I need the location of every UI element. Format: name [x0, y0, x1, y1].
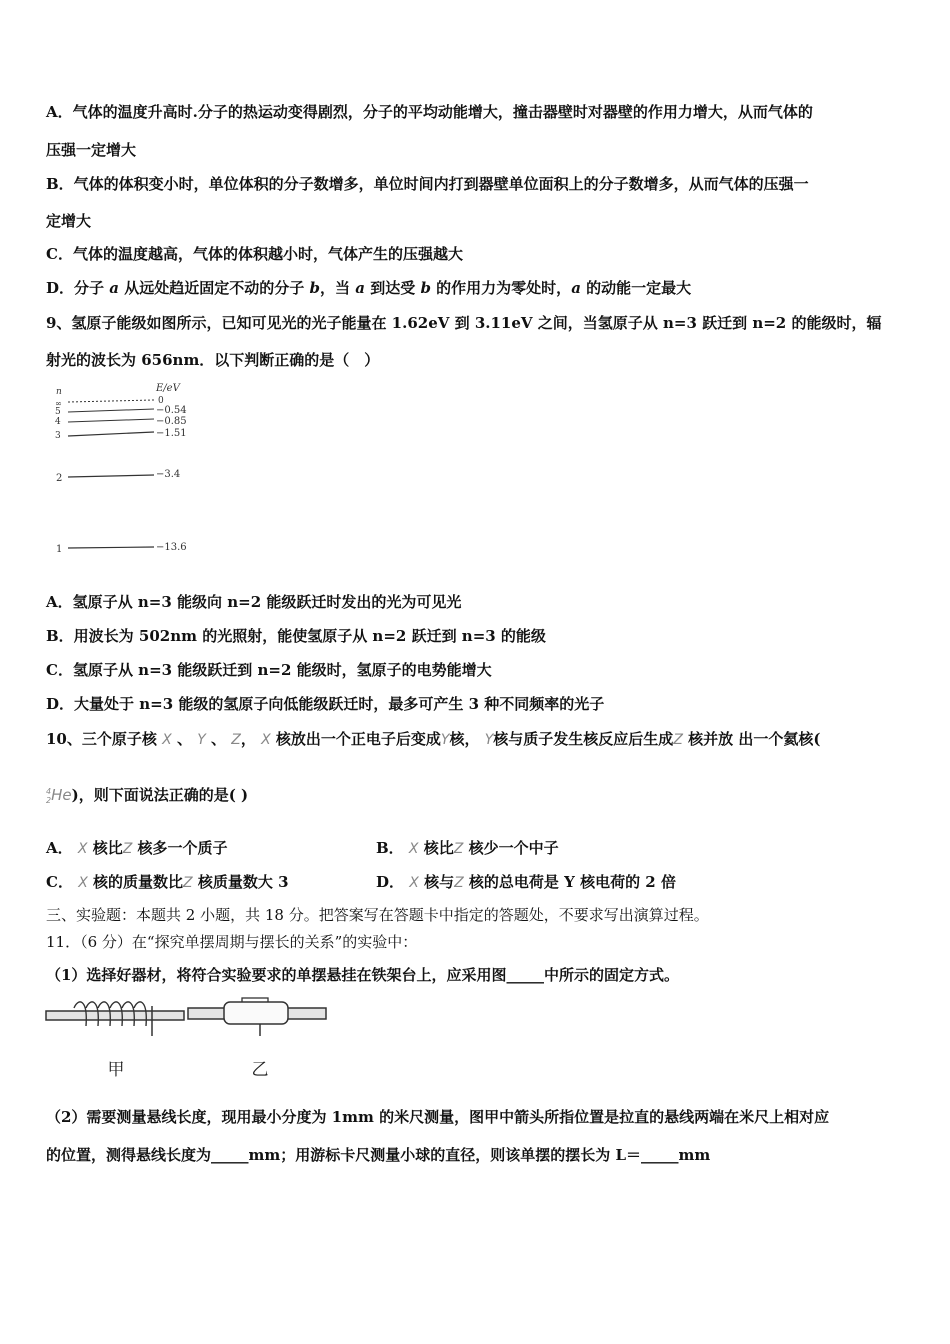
figure-yi-clamp: [188, 998, 326, 1036]
energy-level-diagram: [50, 380, 210, 560]
q10-option-d: D． X 核与Z 核的总电荷是 Y 核电荷的 2 倍: [376, 873, 676, 891]
figure-jia-coil: [46, 1002, 184, 1036]
level-5-n: 5: [55, 407, 61, 417]
level-1: [56, 542, 187, 555]
q8-option-b-line1: B．气体的体积变小时，单位体积的分子数增多，单位时间内打到器壁单位面积上的分子数增多，从而气体的压强一: [46, 175, 809, 193]
level-3: [55, 428, 187, 441]
q8-option-d: D．分子 a 从远处趋近固定不动的分子 b，当 a 到达受 b 的作用力为零处时，a 的动能一定最大: [46, 279, 692, 297]
q10-stem-line2: 4 2 He)，则下面说法正确的是( ): [46, 786, 249, 805]
level-inf-n: ∞: [55, 399, 62, 408]
q8-option-c: C．气体的温度越高，气体的体积越小时，气体产生的压强越大: [46, 245, 463, 263]
figure-yi-label: 乙: [251, 1060, 269, 1080]
level-4-n: 4: [55, 417, 61, 427]
q9-stem-line2: 射光的波长为 656nm．以下判断正确的是（ ）: [46, 351, 380, 369]
q10-option-b: B． X 核比Z 核少一个中子: [376, 839, 559, 857]
q11-part2-line1: （2）需要测量悬线长度，现用最小分度为 1mm 的米尺测量，图甲中箭头所指位置是拉直的悬线两端在米尺上相对应: [46, 1108, 830, 1126]
level-4-e: −0.85: [156, 416, 187, 427]
section-3-heading: 三、实验题：本题共 2 小题，共 18 分。把答案写在答题卡中指定的答题处，不要求写出演算过程。: [46, 906, 709, 924]
level-2: [56, 469, 180, 484]
q9-stem-line1: 9、氢原子能级如图所示，已知可见光的光子能量在 1.62eV 到 3.11eV 之间，当氢原子从 n=3 跃迁到 n=2 的能级时，辐: [46, 314, 882, 332]
q11-part1: （1）选择好器材，将符合实验要求的单摆悬挂在铁架台上，应采用图_____中所示的固定方式。: [46, 966, 679, 984]
q11-stem: 11．（6 分）在“探究单摆周期与摆长的关系”的实验中：: [46, 933, 418, 951]
level-3-e: −1.51: [156, 428, 187, 439]
level-4: [55, 416, 187, 427]
q8-option-a-line2: 压强一定增大: [46, 141, 137, 159]
q9-option-d: D．大量处于 n=3 能级的氢原子向低能级跃迁时，最多可产生 3 种不同频率的光子: [46, 695, 605, 713]
level-inf: [55, 396, 164, 408]
level-inf-e: 0: [158, 396, 164, 406]
q10-stem-line1: 10、三个原子核 X 、 Y 、 Z， X 核放出一个正电子后变成Y核， Y核与质子发生核反应后生成Z 核并放 出一个氦核(: [46, 730, 821, 748]
q11-part2-line2: 的位置，测得悬线长度为_____mm；用游标卡尺测量小球的直径，则该单摆的摆长为 L＝_____mm: [46, 1146, 711, 1164]
level-5-e: −0.54: [156, 405, 187, 416]
pendulum-fixing-figures: [44, 992, 334, 1082]
n-axis-label: n: [56, 387, 62, 397]
energy-axis-label: E/eV: [156, 383, 180, 394]
level-3-n: 3: [55, 431, 61, 441]
q10-option-a: A． X 核比Z 核多一个质子: [46, 839, 228, 857]
figure-jia-label: 甲: [107, 1060, 125, 1080]
q9-option-b: B．用波长为 502nm 的光照射，能使氢原子从 n=2 跃迁到 n=3 的能级: [46, 627, 546, 645]
q10-option-c: C． X 核的质量数比Z 核质量数大 3: [46, 873, 289, 891]
level-2-n: 2: [56, 473, 63, 484]
level-2-e: −3.4: [156, 469, 181, 480]
q8-option-b-line2: 定增大: [46, 212, 92, 230]
level-1-n: 1: [56, 544, 63, 555]
helium-nucleus-symbol: 4 2 He: [46, 786, 72, 805]
q9-option-c: C．氢原子从 n=3 能级跃迁到 n=2 能级时，氢原子的电势能增大: [46, 661, 492, 679]
level-1-e: −13.6: [156, 542, 187, 553]
q8-option-a-line1: A．气体的温度升高时.分子的热运动变得剧烈，分子的平均动能增大，撞击器壁时对器壁的作用力增大，从而气体的: [46, 103, 813, 121]
q9-option-a: A．氢原子从 n=3 能级向 n=2 能级跃迁时发出的光为可见光: [46, 593, 462, 611]
